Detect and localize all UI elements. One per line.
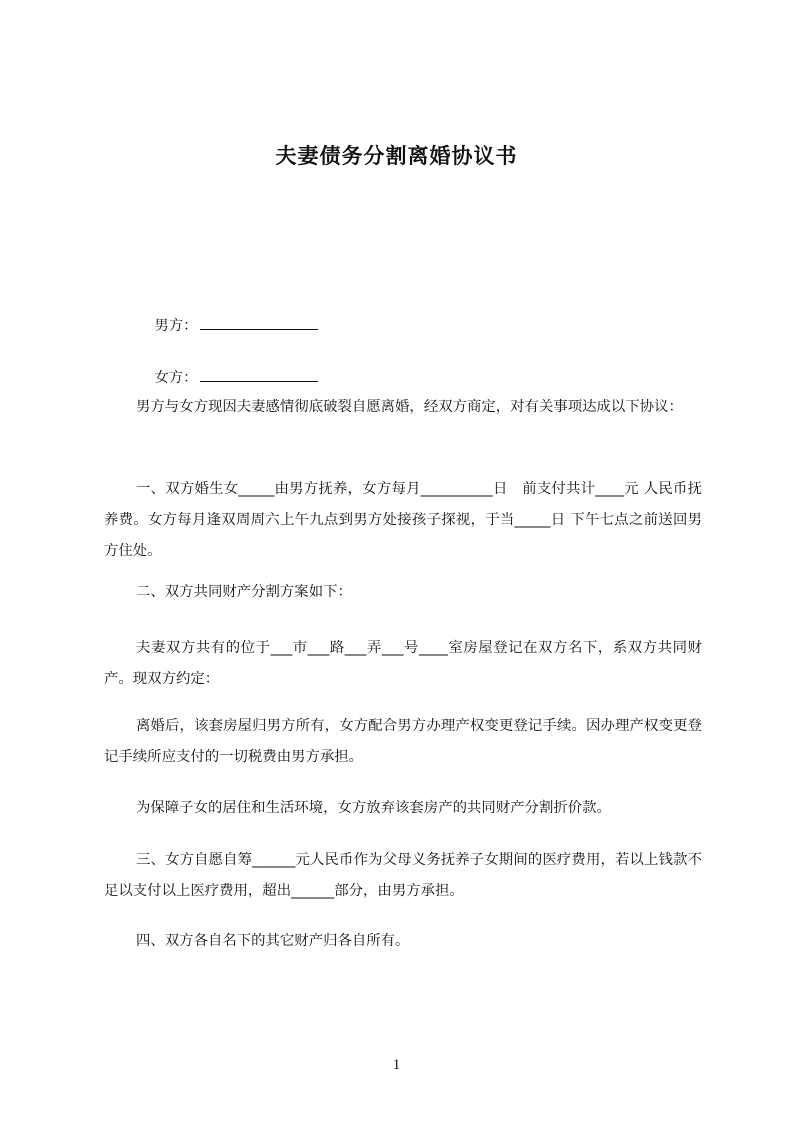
- clause-1-paragraph: 一、双方婚生女_____由男方抚养，女方每月__________日 前支付共计____元 人民币抚养费。女方每月逢双周周六上午九点到男方处接孩子探视，于当_____日 下午七点之前送回男方住处。: [104, 481, 702, 559]
- intro-paragraph: 男方与女方现因夫妻感情彻底破裂自愿离婚，经双方商定，对有关事项达成以下协议：: [136, 399, 683, 415]
- property-after-divorce-paragraph: 离婚后，该套房屋归男方所有，女方配合男方办理产权变更登记手续。因办理产权变更登记手续所应支付的一切税费由男方承担。: [104, 718, 702, 765]
- female-party-blank: [200, 365, 318, 382]
- property-waiver-paragraph: 为保障子女的居住和生活环境，女方放弃该套房产的共同财产分割折价款。: [136, 800, 611, 816]
- clause-4-paragraph: 四、双方各自名下的其它财产归各自所有。: [136, 933, 410, 949]
- clause-2-heading: 二、双方共同财产分割方案如下：: [136, 584, 352, 600]
- male-party-label: 男方：: [154, 318, 198, 334]
- clause-3-paragraph: 三、女方自愿自筹______元人民币作为父母义务抚养子女期间的医疗费用，若以上钱款不足以支付以上医疗费用，超出______部分，由男方承担。: [104, 852, 702, 899]
- male-party-blank: [200, 313, 318, 330]
- property-location-paragraph: 夫妻双方共有的位于___市___路___弄___号____室房屋登记在双方名下，系双方共同财产。现双方约定：: [104, 640, 702, 687]
- page-title: 夫妻债务分割离婚协议书: [275, 144, 518, 168]
- female-party-label: 女方：: [154, 370, 198, 386]
- page-number: 1: [392, 1057, 401, 1073]
